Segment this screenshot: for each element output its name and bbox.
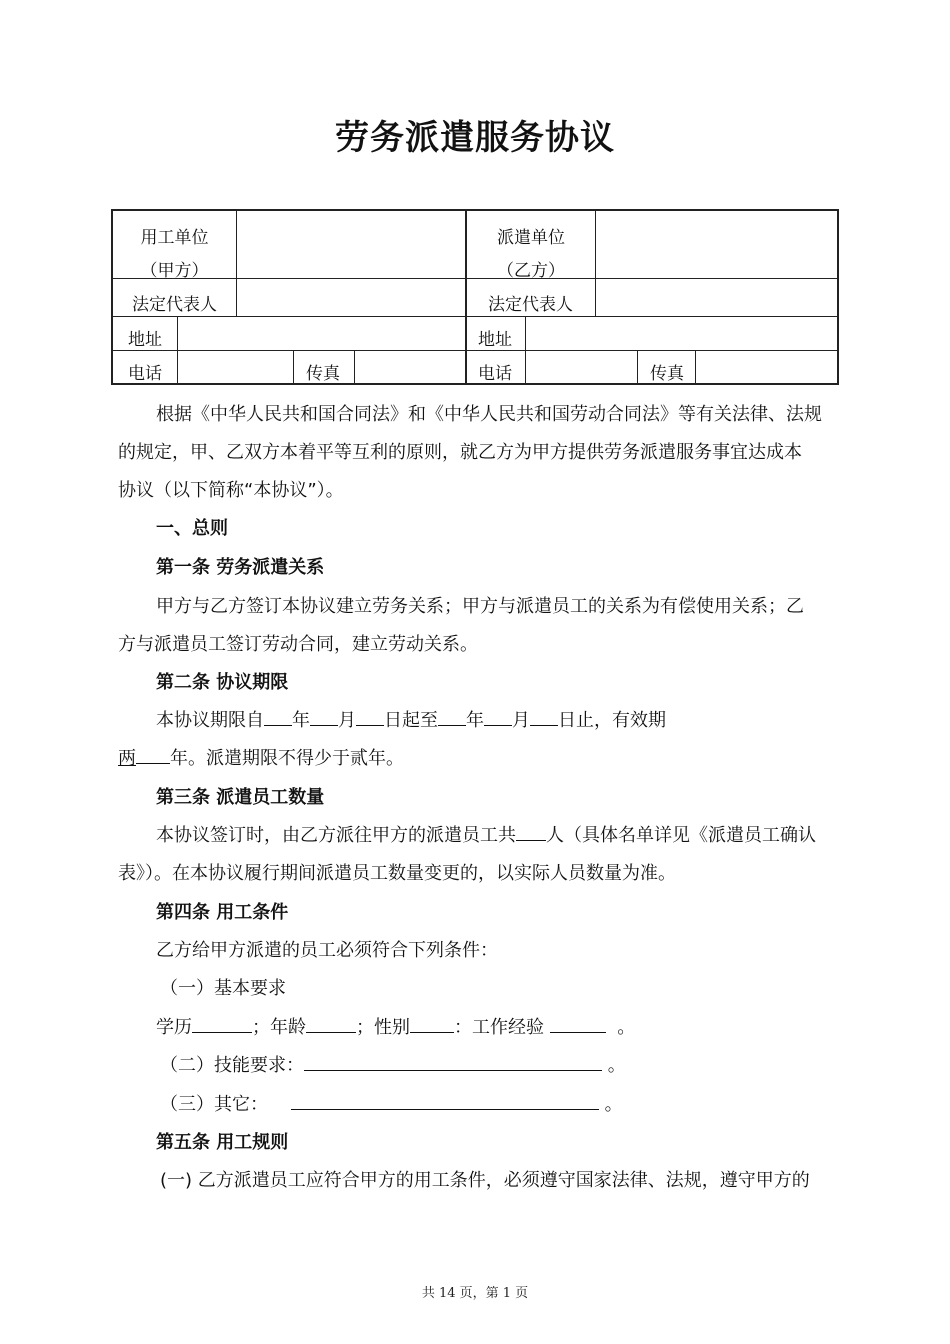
article-4-basic-fields	[118, 1013, 635, 1039]
blank-line	[306, 1014, 356, 1033]
two-underlined: 两	[118, 748, 136, 769]
blank-line	[136, 745, 170, 764]
month-text: 月	[338, 710, 356, 731]
phone-label-a: 电话	[128, 364, 162, 384]
year-text: 年	[292, 710, 310, 731]
period-mark: 。	[617, 1017, 636, 1038]
term-text: 本协议期限自	[156, 710, 264, 731]
table-rule	[695, 350, 696, 383]
gender-label: ；性别	[356, 1017, 410, 1038]
employer-label-party: （甲方）	[140, 261, 209, 281]
article-5-heading: 第五条 用工规则	[156, 1132, 289, 1153]
article-4-line-1: 乙方给甲方派遣的员工必须符合下列条件：	[156, 940, 498, 961]
blank-line	[310, 707, 338, 726]
section-heading-general: 一、总则	[156, 518, 228, 539]
page-footer: 共 14 页，第 1 页	[421, 1286, 529, 1301]
article-4-item-3	[118, 1090, 623, 1116]
term-tail: 年。派遣期限不得少于贰年。	[170, 748, 404, 769]
article-4-heading: 第四条 用工条件	[156, 902, 289, 923]
year-text: 年	[466, 710, 484, 731]
table-rule	[236, 211, 237, 316]
other-label: （三）其它：	[160, 1094, 268, 1115]
to-text: 日止，有效期	[558, 710, 666, 731]
table-rule	[525, 316, 526, 383]
blank-line	[192, 1014, 252, 1033]
article-3-line-1	[118, 821, 816, 847]
intro-line-2: 的规定，甲、乙双方本着平等互利的原则，就乙方为甲方提供劳务派遣服务事宜达成本	[118, 442, 802, 463]
table-rule	[293, 350, 294, 383]
article-2-heading: 第二条 协议期限	[156, 672, 289, 693]
article-3-text-b: 人（具体名单详见《派遣员工确认	[546, 825, 816, 846]
party-info-table	[111, 209, 839, 385]
legal-rep-label-b: 法定代表人	[488, 295, 573, 315]
skill-label: （二）技能要求：	[160, 1055, 304, 1076]
blank-line	[304, 1052, 602, 1071]
fax-label-b: 传真	[650, 364, 684, 384]
blank-line	[356, 707, 384, 726]
period-mark: 。	[604, 1094, 623, 1115]
document-title: 劳务派遣服务协议	[335, 118, 615, 158]
article-1-line-1: 甲方与乙方签订本协议建立劳务关系；甲方与派遣员工的关系为有偿使用关系；乙	[156, 596, 804, 617]
age-label: ；年龄	[252, 1017, 306, 1038]
table-rule	[595, 211, 596, 316]
period-mark: 。	[607, 1055, 626, 1076]
article-3-text-a: 本协议签订时，由乙方派往甲方的派遣员工共	[156, 825, 516, 846]
address-label-b: 地址	[478, 330, 512, 350]
blank-line	[410, 1014, 454, 1033]
article-3-heading: 第三条 派遣员工数量	[156, 787, 325, 808]
article-5-line-1: (一) 乙方派遣员工应符合甲方的用工条件，必须遵守国家法律、法规，遵守甲方的	[160, 1170, 810, 1191]
employer-label: 用工单位	[140, 228, 209, 248]
address-label-a: 地址	[128, 330, 162, 350]
education-label: 学历	[156, 1017, 192, 1038]
phone-label-b: 电话	[478, 364, 512, 384]
intro-line-3: 协议（以下简称“本协议”）。	[118, 480, 344, 501]
article-1-heading: 第一条 劳务派遣关系	[156, 557, 325, 578]
article-1-line-2: 方与派遣员工签订劳动合同，建立劳动关系。	[118, 634, 478, 655]
from-text: 日起至	[384, 710, 438, 731]
agency-label-party: （乙方）	[497, 261, 565, 281]
legal-rep-label-a: 法定代表人	[132, 295, 217, 315]
article-4-item-1: （一）基本要求	[160, 978, 286, 999]
table-rule	[113, 350, 837, 351]
table-rule	[177, 316, 178, 383]
table-rule	[637, 350, 638, 383]
blank-line	[550, 1014, 606, 1033]
blank-line	[264, 707, 292, 726]
article-2-line-2	[118, 744, 404, 770]
article-4-item-2	[118, 1051, 626, 1077]
fax-label-a: 传真	[306, 364, 340, 384]
table-rule	[354, 350, 355, 383]
table-rule	[113, 316, 837, 317]
blank-line	[484, 707, 512, 726]
blank-line	[291, 1091, 599, 1110]
blank-line	[438, 707, 466, 726]
blank-line	[530, 707, 558, 726]
month-text: 月	[512, 710, 530, 731]
intro-line-1: 根据《中华人民共和国合同法》和《中华人民共和国劳动合同法》等有关法律、法规	[156, 404, 822, 425]
article-3-line-2: 表》）。在本协议履行期间派遣员工数量变更的，以实际人员数量为准。	[118, 863, 676, 884]
article-2-line-1	[118, 706, 666, 732]
experience-label: ：工作经验	[454, 1017, 544, 1038]
blank-line	[516, 822, 546, 841]
agency-label: 派遣单位	[497, 228, 565, 248]
